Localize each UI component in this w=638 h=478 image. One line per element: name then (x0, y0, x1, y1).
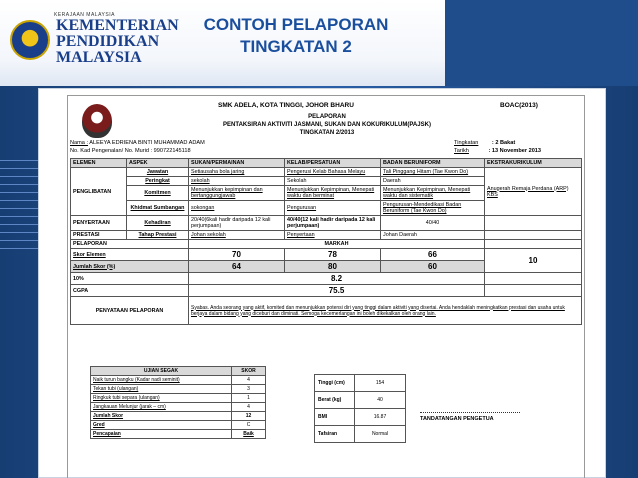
kelab-cell: Pengurusan (285, 201, 381, 216)
penyataan-label: PENYATAAN PELAPORAN (71, 297, 189, 325)
ujian-item: Ringkuk tubi separa (ulangan) (91, 394, 232, 403)
table-row (71, 273, 582, 285)
ujian-score: 4 (232, 376, 266, 385)
sukan-cell: Menunjukkan kepimpinan dan bertanggungjawab (189, 186, 285, 201)
table-row (315, 392, 406, 409)
jumlah-kelab: 80 (285, 261, 381, 273)
report-title-1: PELAPORAN (308, 114, 346, 120)
ujian-item: Jangkauan Melunjur (jarak – cm) (91, 403, 232, 412)
markah-label: MARKAH (189, 240, 485, 249)
table-row (91, 430, 266, 439)
aspek-cell: Khidmat Sumbangan (127, 201, 189, 216)
table-row (71, 285, 582, 297)
table-row (91, 394, 266, 403)
kehadiran-cell: Kehadiran (127, 216, 189, 231)
sukan-cell: sokongan (189, 201, 285, 216)
student-name: ALEEYA EDRIENA BINTI MUHAMMAD ADAM (89, 140, 205, 146)
measure-value: 40 (355, 392, 406, 409)
table-row (91, 376, 266, 385)
hadir-kelab: 40/40(12 kali hadir daripada 12 kali perjumpaan) (285, 216, 381, 231)
report-sheet (38, 88, 606, 478)
table-row (91, 385, 266, 394)
penglibatan-cell: PENGLIBATAN (71, 168, 127, 216)
student-ic: 990722145118 (153, 148, 191, 154)
school-name: SMK ADELA, KOTA TINGGI, JOHOR BHARU (218, 102, 354, 109)
table-header-row (71, 159, 582, 168)
table-row (71, 216, 582, 231)
ekstra-score: 10 (485, 249, 582, 273)
measure-value: 16.87 (355, 409, 406, 426)
signature-line (420, 412, 520, 413)
table-row (315, 426, 406, 443)
measure-label: Tinggi (cm) (315, 375, 355, 392)
cgpa-label: CGPA (71, 285, 189, 297)
col-aspek: ASPEK (127, 159, 189, 168)
ujian-score: 4 (232, 403, 266, 412)
table-row (91, 412, 266, 421)
ministry-crest-icon (10, 20, 50, 60)
tingkatan-value: : 2 Bakat (491, 140, 516, 146)
skor-elemen-label: Skor Elemen (71, 249, 189, 261)
badan-cell: Pengurusan-Mendedikasi Badan Beruniform (Tae Kwon Do) (381, 201, 485, 216)
name-label: Nama : (70, 140, 89, 146)
ekstra-cell: Anugerah Remaja Perdana (ARP) KBS (485, 168, 582, 216)
body-measure-table (314, 374, 406, 443)
table-row (71, 168, 582, 177)
col-sukan: SUKAN/PERMAINAN (189, 159, 285, 168)
skor-header: SKOR (232, 367, 266, 376)
ujian-segak-table (90, 366, 266, 439)
ujian-score: 1 (232, 394, 266, 403)
student-ic-row (70, 148, 191, 154)
kelab-cell: Pengerusi Kelab Bahasa Melayu (285, 168, 381, 177)
table-row (71, 240, 582, 249)
logo-line-1: KEMENTERIAN (56, 17, 179, 34)
ujian-item: Tekan tubi (ulangan) (91, 385, 232, 394)
header-right-panel (445, 0, 638, 86)
ujian-item: Pencapaian (91, 430, 232, 439)
ten-pct-label: 10% (71, 273, 189, 285)
measure-value: 154 (355, 375, 406, 392)
ujian-score: Baik (232, 430, 266, 439)
ujian-item: Naik turun bangku (Kadar nadi seminit) (91, 376, 232, 385)
ujian-score: 12 (232, 412, 266, 421)
col-ekstra: EKSTRAKURIKULUM (485, 159, 582, 168)
aspek-cell: Komitmen (127, 186, 189, 201)
penyertaan-label: PENYERTAAN (71, 216, 127, 231)
aspek-cell: Peringkat (127, 177, 189, 186)
aspek-cell: Jawatan (127, 168, 189, 177)
table-row (71, 231, 582, 240)
table-row (71, 249, 582, 261)
table-row (71, 297, 582, 325)
badan-cell: Tali Pinggang Hitam (Tae Kwon Do) (381, 168, 485, 177)
col-kelab: KELAB/PERSATUAN (285, 159, 381, 168)
skor-kelab: 78 (285, 249, 381, 261)
jumlah-skor-label: Jumlah Skor (%) (71, 261, 189, 273)
tarikh-row (454, 148, 541, 154)
badan-cell: Menunjukkan Kepimpinan, Menepati waktu dan sistematik (381, 186, 485, 201)
table-row (315, 375, 406, 392)
report-code: BOAC(2013) (500, 102, 538, 109)
ujian-item: Gred (91, 421, 232, 430)
prestasi-sukan: Johan sekolah (189, 231, 285, 240)
prestasi-badan: Johan Daerah (381, 231, 485, 240)
report-title-3: TINGKATAN 2/2013 (299, 130, 355, 136)
measure-label: Tafsiran (315, 426, 355, 443)
table-row (91, 403, 266, 412)
ministry-logo (4, 6, 179, 68)
assessment-table (70, 158, 582, 325)
logo-line-2: PENDIDIKAN (56, 33, 160, 50)
title-line-1: CONTOH PELAPORAN (203, 15, 389, 34)
kelab-cell: Sekolah (285, 177, 381, 186)
hadir-sukan: 20/40(6kali hadir daripada 12 kali perjumpaan) (189, 216, 285, 231)
tingkatan-row (454, 140, 515, 146)
student-name-row (70, 140, 205, 146)
report-frame (67, 95, 585, 478)
measure-value: Normal (355, 426, 406, 443)
title-line-2: TINGKATAN 2 (240, 37, 352, 56)
prestasi-label: PRESTASI (71, 231, 127, 240)
ujian-header: UJIAN SEGAK (91, 367, 232, 376)
tahap-cell: Tahap Prestasi (127, 231, 189, 240)
measure-label: BMI (315, 409, 355, 426)
report-title-2: PENTAKSIRAN AKTIVITI JASMANI, SUKAN DAN KOKURIKULUM(PAJSK) (223, 122, 431, 128)
table-row (315, 409, 406, 426)
signature-label: TANDATANGAN PENGETUA (420, 416, 494, 422)
logo-top-text: KERAJAAN MALAYSIA (54, 12, 115, 18)
pelaporan-label: PELAPORAN (71, 240, 189, 249)
skor-sukan: 70 (189, 249, 285, 261)
ujian-score: 3 (232, 385, 266, 394)
table-row (91, 421, 266, 430)
tarikh-value: : 13 November 2013 (488, 148, 542, 154)
ten-pct-value: 8.2 (189, 273, 485, 285)
badan-cell: Daerah (381, 177, 485, 186)
ujian-score: C (232, 421, 266, 430)
col-elemen: ELEMEN (71, 159, 127, 168)
kelab-cell: Menunjukkan Kepimpinan, Menepati waktu dan berminat (285, 186, 381, 201)
background-lines (0, 160, 40, 270)
hadir-badan: 40/40 (381, 216, 485, 231)
prestasi-kelab: Penyertaan (285, 231, 381, 240)
cgpa-value: 75.5 (189, 285, 485, 297)
tingkatan-label: Tingkatan (454, 140, 479, 146)
measure-label: Berat (kg) (315, 392, 355, 409)
col-badan: BADAN BERUNIFORM (381, 159, 485, 168)
jumlah-badan: 60 (381, 261, 485, 273)
penyataan-text: Syabas. Anda seorang yang aktif, komited dan menunjukkan potensi diri yang tinggi dalam aktiviti yang disertai. Anda hendaklah meningkatkan prestasi dan usaha untuk berjaya dalam bidang yang diceburi dan diminati. Semoga kecemerlangan ini boleh dikekalkan oleh orang lain. (189, 297, 582, 325)
ujian-item: Jumlah Skor (91, 412, 232, 421)
sukan-cell: Setiausaha bola jaring (189, 168, 285, 177)
sukan-cell: sekolah (189, 177, 285, 186)
logo-line-3: MALAYSIA (56, 49, 142, 66)
tarikh-label: Tarikh (454, 148, 469, 154)
slide-header (0, 0, 638, 86)
jumlah-sukan: 64 (189, 261, 285, 273)
skor-badan: 66 (381, 249, 485, 261)
slide-title (172, 14, 420, 58)
ic-label: No. Kad Pengenalan/ No. Murid : (70, 148, 153, 154)
